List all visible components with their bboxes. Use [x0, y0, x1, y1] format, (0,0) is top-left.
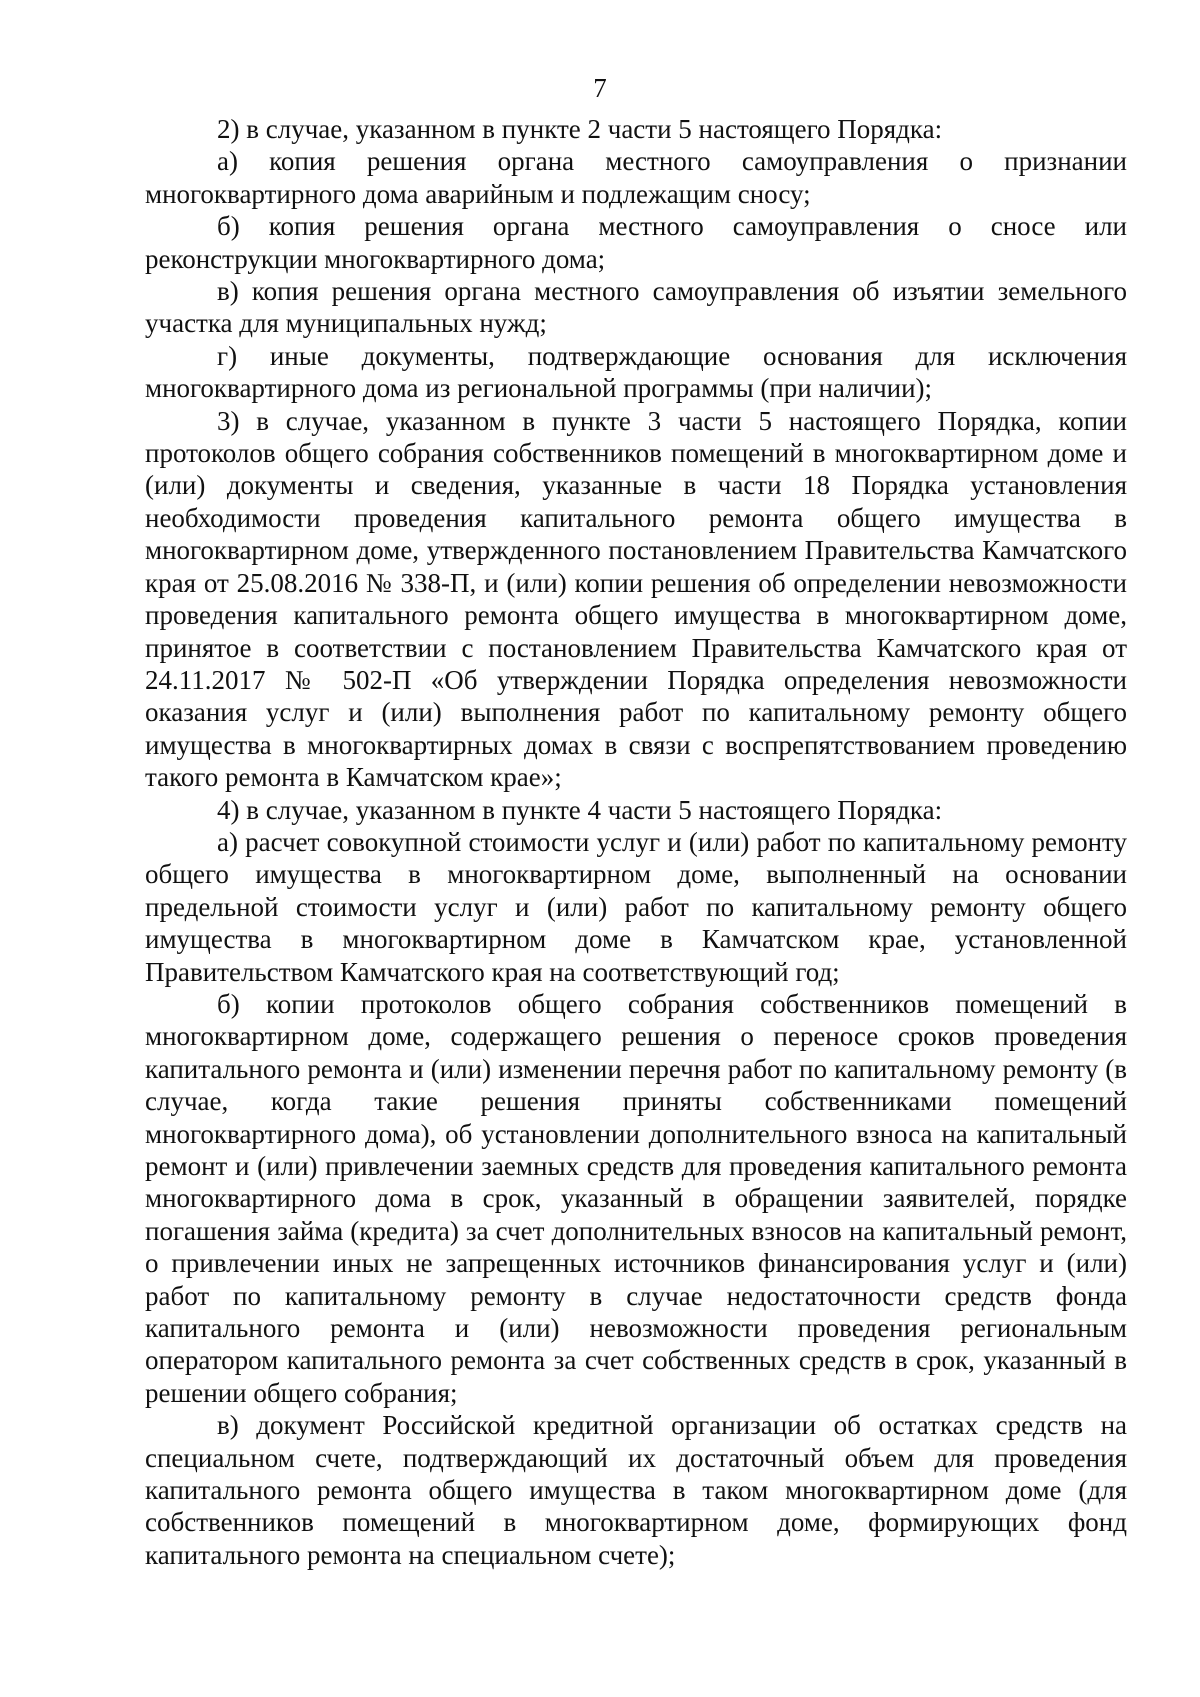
paragraph-4a: а) расчет совокупной стоимости услуг и (или) работ по капитальному ремонту общего имущества в многоквартирном доме, выполненный на основании предельной стоимости услуг и (или) работ по капитальному ремонту общего имущества в многоквартирном доме в Камчатском крае, установленной Правительством Камчатского края на соответствующий год;: [145, 826, 1127, 987]
paragraph-2: 2) в случае, указанном в пункте 2 части 5 настоящего Порядка:: [217, 114, 943, 144]
paragraph-2b: б) копия решения органа местного самоуправления о сносе или реконструкции многоквартирного дома;: [145, 211, 1127, 274]
paragraph-4: 4) в случае, указанном в пункте 4 части 5 настоящего Порядка:: [217, 794, 943, 825]
paragraph-4v: в) документ Российской кредитной организации об остатках средств на специальном счете, подтверждающий их достаточный объем для проведения капитального ремонта общего имущества в таком многоквартирном доме (для собственников помещений в многоквартирном доме, формирующих фонд капитального ремонта на специальном счете);: [145, 1410, 1127, 1570]
document-body: [145, 113, 1127, 1571]
page-number: 7: [593, 73, 607, 103]
paragraph-4b: б) копии протоколов общего собрания собственников помещений в многоквартирном доме, содержащего решения о переносе сроков проведения капитального ремонта и (или) изменении перечня работ по капитальному ремонту (в случае, когда такие решения приняты собственниками помещений многоквартирного дома), об установлении дополнительного взноса на капитальный ремонт и (или) привлечении заемных средств для проведения капитального ремонта многоквартирного дома в срок, указанный в обращении заявителей, порядке погашения займа (кредита) за счет дополнительных взносов на капитальный ремонт, о привлечении иных не запрещенных источников финансирования услуг и (или) работ по капитальному ремонту в случае недостаточности средств фонда капитального ремонта и (или) невозможности проведения региональным оператором капитального ремонта за счет собственных средств в срок, указанный в решении общего собрания;: [145, 988, 1127, 1408]
paragraph-3: 3) в случае, указанном в пункте 3 части 5 настоящего Порядка, копии протоколов общего собрания собственников помещений в многоквартирном доме и (или) документы и сведения, указанные в части 18 Порядка установления необходимости проведения капитального ремонта общего имущества в многоквартирном доме, утвержденного постановлением Правительства Камчатского края от 25.08.2016 № 338-П, и (или) копии решения об определении невозможности проведения капитального ремонта общего имущества в многоквартирном доме, принятое в соответствии с постановлением Правительства Камчатского края от 24.11.2017 № 502-П «Об утверждении Порядка определения невозможности оказания услуг и (или) выполнения работ по капитальному ремонту общего имущества в многоквартирных домах в связи с воспрепятствованием проведению такого ремонта в Камчатском крае»;: [145, 405, 1127, 793]
paragraph-2a: а) копия решения органа местного самоуправления о признании многоквартирного дома аварийным и подлежащим сносу;: [145, 146, 1127, 209]
paragraph-2g: г) иные документы, подтверждающие основания для исключения многоквартирного дома из региональной программы (при наличии);: [145, 340, 1127, 404]
paragraph-2v: в) копия решения органа местного самоуправления об изъятии земельного участка для муниципальных нужд;: [145, 276, 1127, 339]
